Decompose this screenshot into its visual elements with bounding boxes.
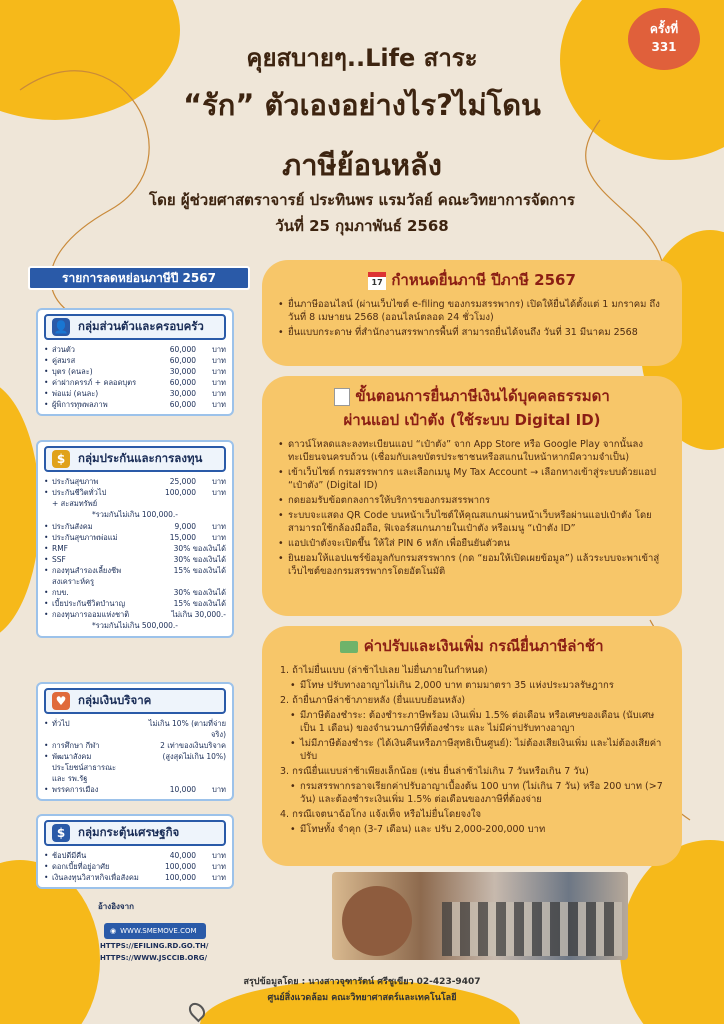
steps-list — [276, 438, 668, 578]
deduction-row — [44, 344, 226, 355]
speaker-figure — [342, 886, 412, 956]
penalty-detail: • มีโทษทั้ง จำคุก (3-7 เดือน) และ ปรับ 2,000-200,000 บาท — [288, 823, 668, 836]
card-title — [44, 820, 226, 846]
deduction-row — [44, 762, 226, 773]
deduction-value: 30% ของเงินได้ — [173, 588, 226, 597]
penalty-detail: • มีภาษีต้องชำระ: ต้องชำระภาษีพร้อม เงินเพิ่ม 1.5% ต่อเดือน หรือเศษของเดือน (นับเศษเป็น 1 เดือน) ของจำนวนภาษีที่ต้องชำระ และ ไม่มีค่าปรับทางอาญา — [288, 709, 668, 735]
deduction-unit: บาท — [212, 356, 226, 365]
card-title — [44, 688, 226, 714]
rows-donation — [44, 718, 226, 795]
deduction-row — [44, 598, 226, 609]
deadline-title-row — [276, 268, 668, 292]
deduction-label: • กองทุนการออมแห่งชาติ — [44, 609, 134, 620]
step-item: • เข้าเว็บไซต์ กรมสรรพากร และเลือกเมนู My Tax Account → เลือกทางเข้าสู่ระบบด้วยแอป “เป๋าตัง” (Digital ID) — [276, 466, 668, 492]
deduction-value: 60,000 — [169, 345, 196, 354]
deduction-unit: บาท — [212, 851, 226, 860]
deduction-unit: บาท — [212, 533, 226, 542]
person-icon: 👤 — [53, 320, 69, 334]
deduction-row — [44, 565, 226, 576]
deduction-value — [134, 762, 226, 773]
deduction-label: • ประกันชีวิตทั่วไป — [44, 487, 150, 498]
deduction-label: และ รพ.รัฐ — [52, 774, 88, 783]
rows-investment — [44, 521, 226, 620]
deduction-value: ไม่เกิน 30,000.- — [171, 610, 226, 619]
deduction-value: 100,000 — [164, 488, 196, 497]
deduction-value: 15% ของเงินได้ — [173, 599, 226, 608]
episode-label: ครั้งที่ — [649, 22, 679, 36]
deduction-unit: บาท — [212, 873, 226, 882]
references-label: อ้างอิงจาก — [98, 902, 134, 911]
card-donation — [36, 682, 234, 801]
deduction-unit: บาท — [212, 785, 226, 794]
card-title-label: กลุ่มเงินบริจาค — [78, 693, 152, 707]
donation-icon: ♥ — [52, 692, 70, 710]
deduction-value: 60,000 — [169, 378, 196, 387]
card-title-label: กลุ่มประกันและการลงทุน — [78, 451, 203, 465]
deduction-label: • RMF — [44, 543, 134, 554]
footer-summary: สรุปข้อมูลโดย : นางสาวจุฑารัตน์ ศรีชูเขียว 02-423-9407 — [243, 977, 481, 987]
deduction-row — [44, 861, 226, 872]
deduction-label: สงเคราะห์ครู — [52, 577, 95, 586]
deduction-label: • เงินลงทุนวิสาหกิจเพื่อสังคม — [44, 872, 150, 883]
step-item: • ยินยอมให้แอปแชร์ข้อมูลกับกรมสรรพากร (กด “ยอมให้เปิดเผยข้อมูล”) แล้วระบบจะพาเข้าสู่เว็บไซต์ของกรมสรรพากรโดยอัตโนมัติ — [276, 552, 668, 578]
deduction-unit: บาท — [212, 345, 226, 354]
card-title — [44, 314, 226, 340]
deduction-row — [44, 609, 226, 620]
deduction-label: • ประกันสุขภาพ — [44, 476, 150, 487]
deduction-label: • ค่าฝากครรภ์ + คลอดบุตร — [44, 377, 150, 388]
deduction-label: + สะสมทรัพย์ — [52, 499, 98, 508]
deduction-label: • กองทุนสำรองเลี้ยงชีพ — [44, 565, 134, 576]
deduction-label: • ช้อปดีมีคืน — [44, 850, 150, 861]
card-title — [44, 446, 226, 472]
deduction-row — [44, 718, 226, 740]
economy-icon: $ — [52, 824, 70, 842]
deduction-row — [44, 399, 226, 410]
episode-number: 331 — [651, 40, 677, 54]
document-icon — [334, 388, 350, 406]
deduction-row — [44, 773, 226, 784]
deduction-row — [44, 498, 226, 509]
card-personal-family — [36, 308, 234, 416]
penalty-title-row — [276, 634, 668, 658]
deduction-label: • การศึกษา กีฬา — [44, 740, 134, 751]
deduction-value: 2 เท่าของเงินบริจาค — [160, 741, 226, 750]
deduction-value: 60,000 — [169, 356, 196, 365]
penalty-detail: • ไม่มีภาษีต้องชำระ (ได้เงินคืนหรือภาษีสุทธิเป็นศูนย์): ไม่ต้องเสียเงินเพิ่ม และไม่ต้องเสียค่าปรับ — [288, 737, 668, 763]
deduction-value: 15,000 — [169, 533, 196, 542]
deduction-value: 30,000 — [169, 389, 196, 398]
penalty-title: ค่าปรับและเงินเพิ่ม กรณียื่นภาษีล่าช้า — [363, 637, 604, 655]
deduction-row — [44, 576, 226, 587]
money-icon — [340, 641, 358, 653]
deduction-row — [44, 366, 226, 377]
deduction-row — [44, 850, 226, 861]
deduction-row — [44, 532, 226, 543]
deduction-unit: บาท — [212, 367, 226, 376]
deduction-value: 100,000 — [164, 873, 196, 882]
panel-deadline — [262, 260, 682, 366]
deduction-row — [44, 751, 226, 762]
website-button-label: WWW.SMEMOVE.COM — [120, 927, 197, 935]
investment-note: *รวมกันไม่เกิน 500,000.- — [91, 621, 179, 630]
deduction-value: 25,000 — [169, 477, 196, 486]
deduction-row — [44, 487, 226, 498]
step-item: • กดยอมรับข้อตกลงการให้บริการของกรมสรรพากร — [276, 494, 668, 507]
reference-link-efiling[interactable]: HTTPS://EFILING.RD.GO.TH/ — [100, 942, 209, 950]
deduction-unit: บาท — [212, 522, 226, 531]
deduction-row — [44, 521, 226, 532]
deduction-value — [134, 498, 226, 509]
card-title-label: กลุ่มกระตุ้นเศรษฐกิจ — [78, 825, 180, 839]
deduction-unit: บาท — [212, 488, 226, 497]
deduction-unit: บาท — [212, 477, 226, 486]
audience-figures — [442, 902, 622, 956]
step-item: • ดาวน์โหลดและลงทะเบียนแอป “เป๋าตัง” จาก App Store หรือ Google Play จากนั้นลงทะเบียนจนครบถ้วน (เชื่อมกับเลขบัตรประชาชนหรือสแกนใบหน้าหากมีความจำเป็น) — [276, 438, 668, 464]
group-photo — [332, 872, 628, 960]
penalty-case: 2. ถ้ายื่นภาษีล่าช้าภายหลัง (ยื่นแบบย้อนหลัง) — [280, 695, 466, 706]
deduction-row — [44, 543, 226, 554]
deduction-unit: บาท — [212, 400, 226, 409]
deduction-value: 40,000 — [169, 851, 196, 860]
deduction-value: 9,000 — [174, 522, 196, 531]
steps-title-row — [276, 384, 668, 408]
penalty-list — [276, 664, 668, 836]
deduction-value: 10,000 — [169, 785, 196, 794]
page-title-line2: ภาษีย้อนหลัง — [282, 148, 442, 182]
deduction-row — [44, 476, 226, 487]
page-title-line1: “รัก” ตัวเองอย่างไร?ไม่โดน — [183, 88, 541, 122]
deadline-item: • ยื่นแบบกระดาษ ที่สำนักงานสรรพากรพื้นที่ สามารถยื่นได้จนถึง วันที่ 31 มีนาคม 2568 — [276, 326, 668, 339]
rows-personal — [44, 344, 226, 410]
deduction-row — [44, 740, 226, 751]
penalty-case: 4. กรณีเจตนาฉ้อโกง แจ้งเท็จ หรือไม่ยื่นโดยจงใจ — [280, 809, 482, 820]
deduction-label: • ส่วนตัว — [44, 344, 150, 355]
deduction-label: ประโยชน์สาธารณะ — [52, 763, 117, 772]
deduction-row — [44, 587, 226, 598]
deadline-title: กำหนดยื่นภาษี ปีภาษี 2567 — [391, 271, 576, 289]
deduction-label: • ประกันสังคม — [44, 521, 150, 532]
deduction-row — [44, 554, 226, 565]
step-item: • ระบบจะแสดง QR Code บนหน้าเว็บไซต์ให้คุณสแกนผ่านหน้าเว็บหรือผ่านแอปเป๋าตัง โดยสามารถใช้กล้องมือถือ, ฟิเจอร์สแกนภายในเป๋าตัง หรือเมนู “เป๋าตัง ID” — [276, 509, 668, 535]
card-economy — [36, 814, 234, 889]
date-line: วันที่ 25 กุมภาพันธ์ 2568 — [275, 217, 449, 235]
deductions-heading: รายการลดหย่อนภาษีปี 2567 — [28, 266, 250, 290]
rows-insurance — [44, 476, 226, 509]
deduction-label: • ทั่วไป — [44, 718, 134, 740]
deduction-unit: บาท — [212, 862, 226, 871]
deduction-value: 30,000 — [169, 367, 196, 376]
deduction-value: 100,000 — [164, 862, 196, 871]
deduction-label: • บุตร (คนละ) — [44, 366, 150, 377]
deduction-label: • พ่อแม่ (คนละ) — [44, 388, 150, 399]
card-insurance-investment — [36, 440, 234, 638]
deduction-value: 15% ของเงินได้ — [173, 566, 226, 575]
step-item: • แอปเป๋าตังจะเปิดขึ้น ให้ใส่ PIN 6 หลัก เพื่อยืนยันตัวตน — [276, 537, 668, 550]
penalty-detail: • กรมสรรพากรอาจเรียกค่าปรับอาญาเบื้องต้น 100 บาท (ไม่เกิน 7 วัน) หรือ 200 บาท (>7 วัน) และต้องชำระเงินเพิ่ม 1.5% ต่อเดือนของภาษีที่ต้องจ่าย — [288, 780, 668, 806]
deduction-unit: บาท — [212, 378, 226, 387]
deduction-row — [44, 784, 226, 795]
panel-penalty — [262, 626, 682, 866]
deduction-row — [44, 355, 226, 366]
deadline-item: • ยื่นภาษีออนไลน์ (ผ่านเว็บไซต์ e-filing ของกรมสรรพากร) เปิดให้ยื่นได้ตั้งแต่ 1 มกราคม ถึง วันที่ 8 เมษายน 2568 (ออนไลน์ตลอด 24 ชั่วโมง) — [276, 298, 668, 324]
insurance-note: *รวมกันไม่เกิน 100,000.- — [91, 510, 179, 519]
deduction-value: (สูงสุดไม่เกิน 10%) — [162, 752, 226, 761]
series-title: คุยสบายๆ..Life สาระ — [246, 44, 478, 72]
deduction-row — [44, 872, 226, 883]
reference-link-jsccib[interactable]: HTTPS://WWW.JSCCIB.ORG/ — [100, 954, 208, 962]
deduction-label: • ดอกเบี้ยที่อยู่อาศัย — [44, 861, 150, 872]
steps-title-line2: ผ่านแอป เป๋าตัง (ใช้ระบบ Digital ID) — [343, 411, 601, 429]
panel-steps — [262, 376, 682, 616]
deduction-label: • กบข. — [44, 587, 134, 598]
deduction-label: • พัฒนาสังคม — [44, 751, 134, 762]
deduction-value: 30% ของเงินได้ — [173, 555, 226, 564]
footer-center: ศูนย์สิ่งแวดล้อม คณะวิทยาศาสตร์และเทคโนโลยี — [267, 993, 457, 1003]
deduction-unit: บาท — [212, 389, 226, 398]
penalty-case: 3. กรณียื่นแบบล่าช้าเพียงเล็กน้อย (เช่น ยื่นล่าช้าไม่เกิน 7 วันหรือเกิน 7 วัน) — [280, 766, 589, 777]
card-title-label: กลุ่มส่วนตัวและครอบครัว — [78, 319, 204, 333]
website-button[interactable] — [104, 923, 206, 939]
deduction-label: • SSF — [44, 554, 134, 565]
steps-title-line1: ขั้นตอนการยื่นภาษีเงินได้บุคคลธรรมดา — [355, 387, 610, 405]
deduction-label: • เบี้ยประกันชีวิตบำนาญ — [44, 598, 134, 609]
coins-chart-icon: $ — [52, 450, 70, 468]
deduction-label: • ประกันสุขภาพพ่อแม่ — [44, 532, 150, 543]
deduction-value — [134, 773, 226, 784]
deduction-row — [44, 388, 226, 399]
deduction-value: 30% ของเงินได้ — [173, 544, 226, 553]
deduction-value — [134, 576, 226, 587]
deduction-value: 60,000 — [169, 400, 196, 409]
deduction-value: ไม่เกิน 10% (ตามที่จ่ายจริง) — [148, 719, 226, 739]
deduction-row — [44, 377, 226, 388]
deduction-label: • พรรคการเมือง — [44, 784, 150, 795]
globe-icon: ◉ — [110, 927, 117, 935]
calendar-icon: 17 — [368, 272, 386, 290]
penalty-detail: • มีโทษ ปรับทางอาญาไม่เกิน 2,000 บาท ตามมาตรา 35 แห่งประมวลรัษฎากร — [288, 679, 668, 692]
deduction-label: • ผู้พิการทุพพลภาพ — [44, 399, 150, 410]
author-line: โดย ผู้ช่วยศาสตราจารย์ ประทินพร แรมวัลย์ คณะวิทยาการจัดการ — [149, 191, 575, 209]
rows-economy — [44, 850, 226, 883]
deduction-label: • คู่สมรส — [44, 355, 150, 366]
penalty-case: 1. ถ้าไม่ยื่นแบบ (ล่าช้าไปเลย ไม่ยื่นภายในกำหนด) — [280, 665, 488, 676]
